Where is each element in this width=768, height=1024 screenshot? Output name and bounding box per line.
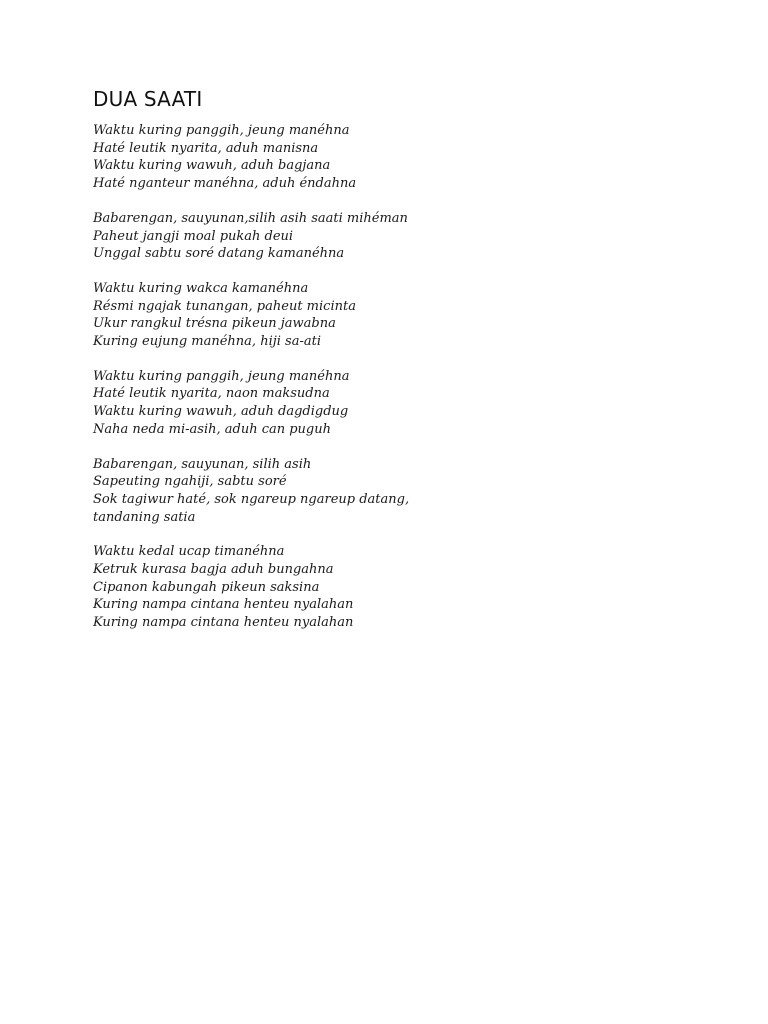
- lyric-line: Sok tagiwur haté, sok ngareup ngareup datang,: [93, 491, 410, 507]
- lyric-line: Kuring nampa cintana henteu nyalahan: [93, 615, 354, 631]
- stanza-3: [93, 280, 713, 351]
- stanza-2: [93, 210, 713, 263]
- lyric-line: Babarengan, sauyunan,silih asih saati mihéman: [93, 210, 408, 226]
- lyric-line: Haté nganteur manéhna, aduh éndahna: [93, 176, 357, 192]
- lyrics-body: [93, 122, 713, 649]
- lyric-line: Kuring eujung manéhna, hiji sa-ati: [93, 334, 321, 350]
- lyric-line: Waktu kuring panggih, jeung manéhna: [93, 368, 350, 384]
- lyric-line: Ukur rangkul trésna pikeun jawabna: [93, 316, 336, 332]
- stanza-1: [93, 122, 713, 193]
- lyric-line: Unggal sabtu soré datang kamanéhna: [93, 246, 345, 262]
- lyric-line: Waktu kuring wakca kamanéhna: [93, 280, 309, 296]
- lyric-line: Résmi ngajak tunangan, paheut micinta: [93, 298, 356, 314]
- lyric-line: Naha neda mi-asih, aduh can puguh: [93, 421, 331, 437]
- lyric-line: Sapeuting ngahiji, sabtu soré: [93, 474, 287, 490]
- lyric-line: Ketruk kurasa bagja aduh bungahna: [93, 562, 334, 578]
- lyric-line: Waktu kuring wawuh, aduh bagjana: [93, 158, 331, 174]
- song-title: DUA SAATI: [93, 87, 203, 111]
- lyric-line: Haté leutik nyarita, aduh manisna: [93, 140, 319, 156]
- lyric-line: Waktu kuring panggih, jeung manéhna: [93, 123, 350, 138]
- lyric-line: Cipanon kabungah pikeun saksina: [93, 579, 320, 595]
- stanza-6: [93, 543, 713, 632]
- lyric-line: Paheut jangji moal pukah deui: [93, 228, 294, 244]
- lyric-line: Waktu kedal ucap timanéhna: [93, 544, 285, 560]
- lyric-line: tandaning satia: [93, 509, 196, 525]
- stanza-5: [93, 456, 713, 527]
- stanza-4: [93, 368, 713, 439]
- lyric-line: Haté leutik nyarita, naon maksudna: [93, 386, 330, 402]
- lyric-line: Waktu kuring wawuh, aduh dagdigdug: [93, 404, 349, 420]
- lyric-line: Babarengan, sauyunan, silih asih: [93, 456, 312, 472]
- lyric-line: Kuring nampa cintana henteu nyalahan: [93, 597, 354, 613]
